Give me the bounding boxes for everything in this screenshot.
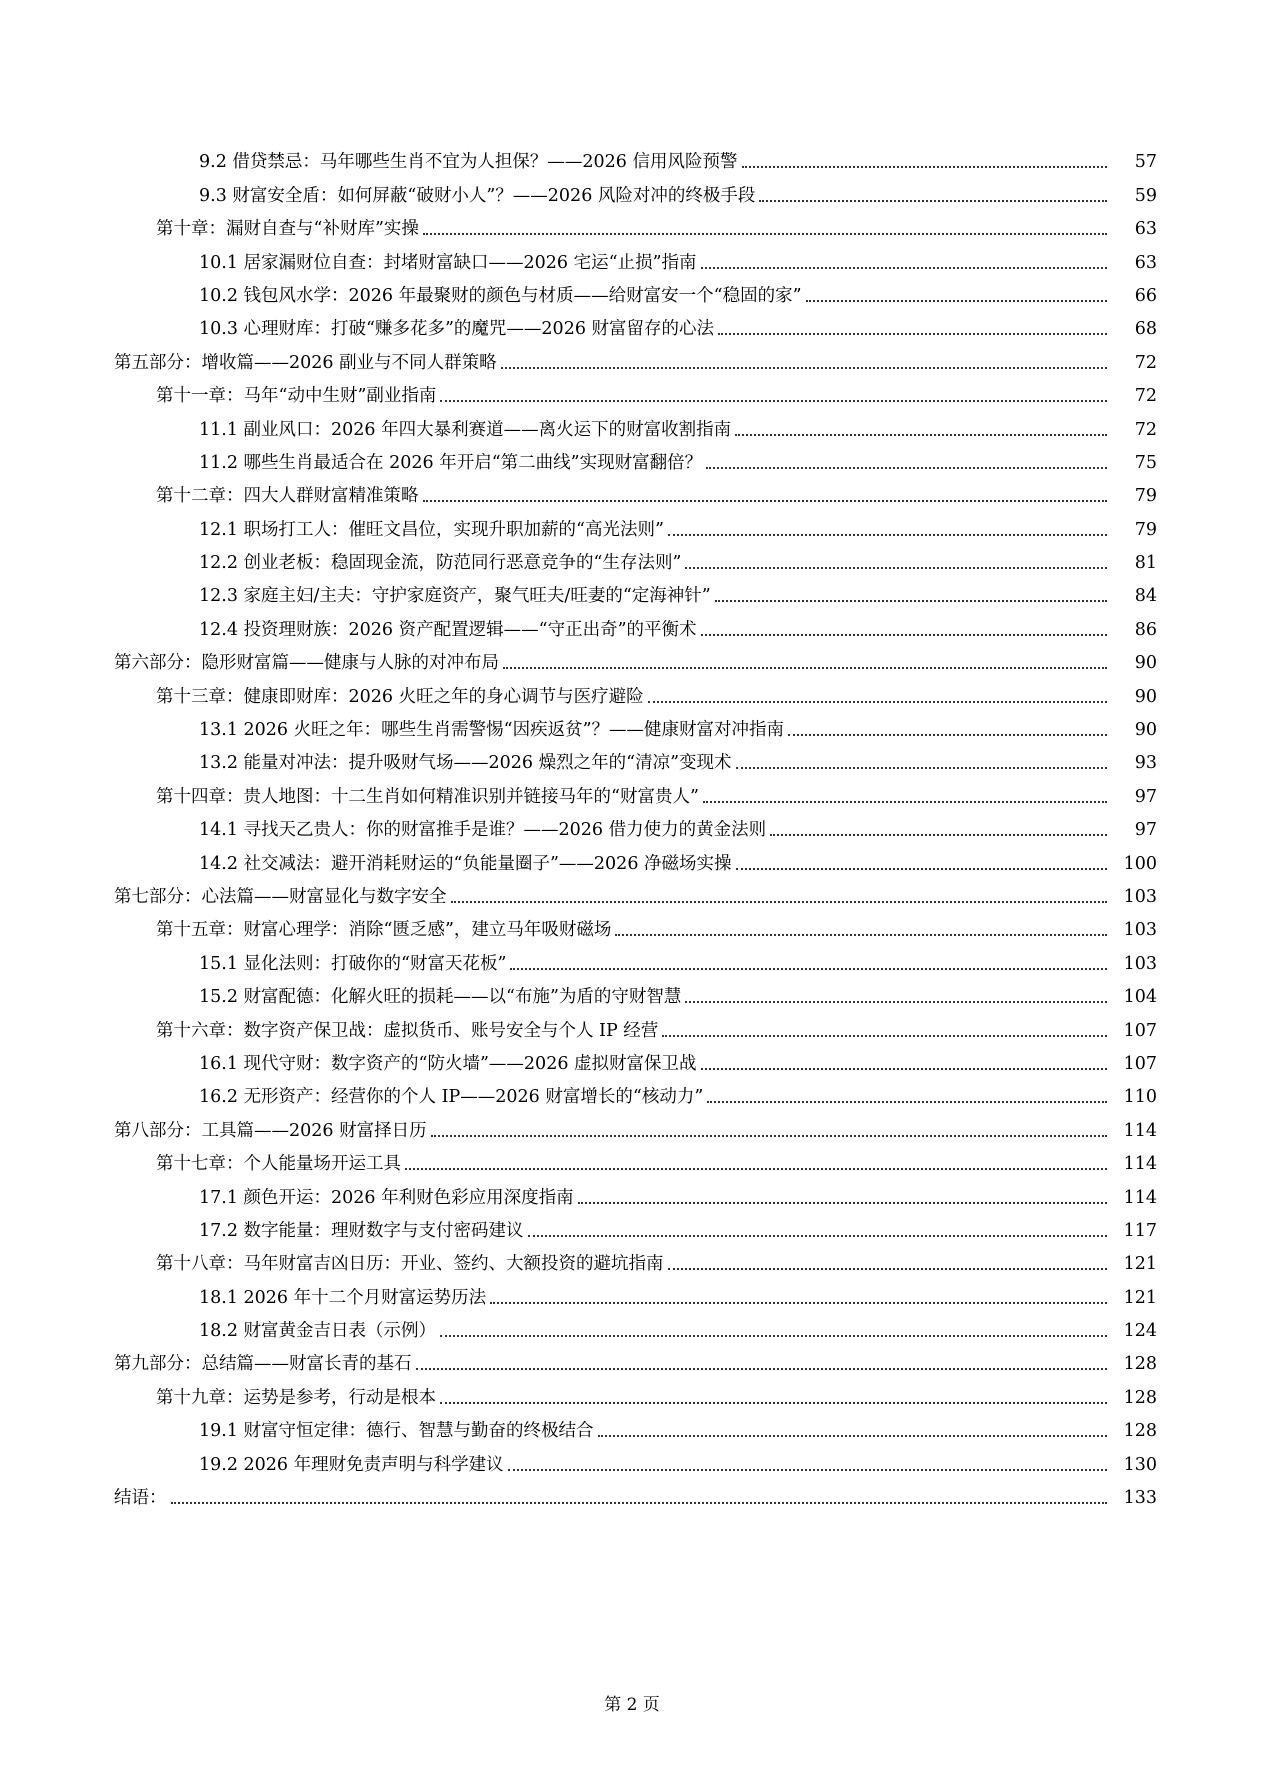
toc-entry-chapter[interactable] <box>0 1148 1264 1181</box>
toc-entry-section[interactable] <box>0 714 1264 747</box>
toc-entry-title: 13.1 2026 火旺之年：哪些生肖需警惕“因疾返贫”？——健康财富对冲指南 <box>199 720 785 741</box>
toc-entry-chapter[interactable] <box>0 780 1264 813</box>
toc-entry-chapter[interactable] <box>0 480 1264 513</box>
toc-entry-page-number: 86 <box>1134 619 1157 640</box>
toc-dot-leader <box>171 1501 1108 1504</box>
toc-entry-page-number: 79 <box>1134 486 1157 507</box>
toc-entry-page-number: 124 <box>1123 1321 1157 1342</box>
toc-entry-title: 13.2 能量对冲法：提升吸财气场——2026 燥烈之年的“清凉”变现术 <box>199 753 732 774</box>
toc-entry-page-number: 114 <box>1123 1154 1157 1175</box>
toc-entry-page-number: 107 <box>1123 1020 1157 1041</box>
table-of-contents <box>0 146 1264 1515</box>
toc-dot-leader <box>440 1334 1107 1337</box>
toc-dot-leader <box>715 599 1107 602</box>
toc-dot-leader <box>685 566 1107 569</box>
toc-entry-page-number: 72 <box>1134 419 1157 440</box>
toc-dot-leader <box>770 833 1107 836</box>
toc-entry-part[interactable] <box>0 1114 1264 1147</box>
toc-dot-leader <box>701 1067 1107 1070</box>
toc-entry-chapter[interactable] <box>0 1248 1264 1281</box>
toc-dot-leader <box>528 1234 1107 1237</box>
toc-dot-leader <box>759 199 1107 202</box>
toc-entry-page-number: 97 <box>1134 786 1157 807</box>
toc-entry-title: 11.1 副业风口：2026 年四大暴利赛道——离火运下的财富收割指南 <box>199 419 732 440</box>
toc-dot-leader <box>490 1301 1107 1304</box>
toc-entry-page-number: 103 <box>1123 920 1157 941</box>
toc-entry-title: 第十二章：四大人群财富精准策略 <box>156 486 419 507</box>
toc-dot-leader <box>706 466 1107 469</box>
toc-entry-section[interactable] <box>0 613 1264 646</box>
toc-entry-section[interactable] <box>0 947 1264 980</box>
toc-entry-title: 14.1 寻找天乙贵人：你的财富推手是谁？——2026 借力使力的黄金法则 <box>199 820 767 841</box>
toc-entry-page-number: 104 <box>1123 987 1157 1008</box>
toc-entry-title: 第七部分：心法篇——财富显化与数字安全 <box>114 886 447 907</box>
toc-entry-title: 12.3 家庭主妇/主夫：守护家庭资产，聚气旺夫/旺妻的“定海神针” <box>199 586 711 607</box>
toc-dot-leader <box>736 766 1107 769</box>
toc-dot-leader <box>788 733 1107 736</box>
toc-entry-page-number: 114 <box>1123 1120 1157 1141</box>
toc-dot-leader <box>707 1100 1107 1103</box>
toc-dot-leader <box>423 499 1108 502</box>
toc-dot-leader <box>416 1367 1108 1370</box>
toc-entry-page-number: 72 <box>1134 352 1157 373</box>
toc-entry-page-number: 63 <box>1134 252 1157 273</box>
toc-entry-section[interactable] <box>0 814 1264 847</box>
toc-entry-title: 15.2 财富配德：化解火旺的损耗——以“布施”为盾的守财智慧 <box>199 987 682 1008</box>
toc-entry-title: 9.3 财富安全盾：如何屏蔽“破财小人”？——2026 风险对冲的终极手段 <box>199 185 756 206</box>
toc-entry-page-number: 107 <box>1123 1053 1157 1074</box>
toc-entry-section[interactable] <box>0 1181 1264 1214</box>
toc-entry-chapter[interactable] <box>0 1014 1264 1047</box>
toc-entry-part[interactable] <box>0 1482 1264 1515</box>
toc-entry-page-number: 79 <box>1134 519 1157 540</box>
toc-entry-title: 第十三章：健康即财库：2026 火旺之年的身心调节与医疗避险 <box>156 686 644 707</box>
toc-entry-page-number: 93 <box>1134 753 1157 774</box>
toc-dot-leader <box>735 433 1107 436</box>
page-number-footer: 第 2 页 <box>604 1695 660 1715</box>
toc-dot-leader <box>510 967 1107 970</box>
toc-dot-leader <box>451 900 1108 903</box>
toc-entry-section[interactable] <box>0 313 1264 346</box>
toc-entry-title: 9.2 借贷禁忌：马年哪些生肖不宜为人担保？——2026 信用风险预警 <box>199 152 738 173</box>
toc-dot-leader <box>701 633 1107 636</box>
toc-entry-page-number: 90 <box>1134 720 1157 741</box>
toc-entry-title: 12.2 创业老板：稳固现金流，防范同行恶意竞争的“生存法则” <box>199 553 682 574</box>
toc-dot-leader <box>405 1167 1107 1170</box>
toc-entry-page-number: 121 <box>1123 1254 1157 1275</box>
toc-entry-page-number: 59 <box>1134 185 1157 206</box>
toc-dot-leader <box>736 867 1107 870</box>
toc-entry-page-number: 81 <box>1134 553 1157 574</box>
toc-dot-leader <box>668 533 1107 536</box>
toc-entry-page-number: 68 <box>1134 319 1157 340</box>
toc-entry-page-number: 66 <box>1134 285 1157 306</box>
toc-entry-section[interactable] <box>0 847 1264 880</box>
toc-dot-leader <box>703 800 1107 803</box>
toc-entry-chapter[interactable] <box>0 1381 1264 1414</box>
toc-entry-page-number: 128 <box>1123 1354 1157 1375</box>
toc-dot-leader <box>578 1201 1107 1204</box>
toc-dot-leader <box>431 1134 1107 1137</box>
toc-entry-page-number: 114 <box>1123 1187 1157 1208</box>
toc-entry-title: 12.4 投资理财族：2026 资产配置逻辑——“守正出奇”的平衡术 <box>199 619 697 640</box>
toc-entry-title: 第十六章：数字资产保卫战：虚拟货币、账号安全与个人 IP 经营 <box>156 1020 659 1041</box>
toc-entry-page-number: 57 <box>1134 152 1157 173</box>
toc-entry-title: 16.2 无形资产：经营你的个人 IP——2026 财富增长的“核动力” <box>199 1087 704 1108</box>
toc-entry-title: 10.2 钱包风水学：2026 年最聚财的颜色与材质——给财富安一个“稳固的家” <box>199 285 802 306</box>
toc-entry-title: 结语： <box>114 1488 167 1509</box>
toc-dot-leader <box>668 1267 1108 1270</box>
toc-entry-title: 10.3 心理财库：打破“赚多花多”的魔咒——2026 财富留存的心法 <box>199 319 715 340</box>
toc-dot-leader <box>742 165 1108 168</box>
toc-entry-title: 第五部分：增收篇——2026 副业与不同人群策略 <box>114 352 497 373</box>
toc-entry-page-number: 110 <box>1123 1087 1157 1108</box>
toc-entry-title: 第十七章：个人能量场开运工具 <box>156 1154 401 1175</box>
toc-entry-title: 11.2 哪些生肖最适合在 2026 年开启“第二曲线”实现财富翻倍？ <box>199 452 703 473</box>
toc-entry-title: 第八部分：工具篇——2026 财富择日历 <box>114 1120 427 1141</box>
toc-entry-section[interactable] <box>0 513 1264 546</box>
toc-dot-leader <box>806 299 1107 302</box>
toc-entry-section[interactable] <box>0 747 1264 780</box>
toc-entry-title: 第十九章：运势是参考，行动是根本 <box>156 1387 436 1408</box>
toc-entry-title: 第十一章：马年“动中生财”副业指南 <box>156 386 437 407</box>
toc-dot-leader <box>648 700 1107 703</box>
toc-entry-page-number: 75 <box>1134 452 1157 473</box>
toc-entry-section[interactable] <box>0 981 1264 1014</box>
toc-entry-chapter[interactable] <box>0 380 1264 413</box>
toc-dot-leader <box>685 1000 1107 1003</box>
toc-dot-leader <box>440 1401 1107 1404</box>
toc-dot-leader <box>701 266 1107 269</box>
toc-entry-page-number: 133 <box>1123 1488 1157 1509</box>
toc-entry-title: 19.1 财富守恒定律：德行、智慧与勤奋的终极结合 <box>199 1421 594 1442</box>
toc-entry-section[interactable] <box>0 146 1264 179</box>
toc-entry-page-number: 128 <box>1123 1387 1157 1408</box>
toc-dot-leader <box>615 933 1107 936</box>
toc-dot-leader <box>440 399 1107 402</box>
toc-entry-title: 第十八章：马年财富吉凶日历：开业、签约、大额投资的避坑指南 <box>156 1254 664 1275</box>
toc-entry-section[interactable] <box>0 280 1264 313</box>
toc-dot-leader <box>503 666 1107 669</box>
toc-entry-section[interactable] <box>0 547 1264 580</box>
toc-entry-section[interactable] <box>0 1081 1264 1114</box>
toc-entry-page-number: 84 <box>1134 586 1157 607</box>
toc-entry-title: 17.2 数字能量：理财数字与支付密码建议 <box>199 1220 524 1241</box>
toc-entry-section[interactable] <box>0 447 1264 480</box>
toc-entry-section[interactable] <box>0 246 1264 279</box>
toc-entry-page-number: 90 <box>1134 686 1157 707</box>
toc-entry-part[interactable] <box>0 1348 1264 1381</box>
toc-entry-page-number: 97 <box>1134 820 1157 841</box>
toc-entry-part[interactable] <box>0 881 1264 914</box>
toc-entry-title: 14.2 社交减法：避开消耗财运的“负能量圈子”——2026 净磁场实操 <box>199 853 732 874</box>
toc-entry-page-number: 103 <box>1123 953 1157 974</box>
toc-entry-section[interactable] <box>0 1215 1264 1248</box>
toc-entry-title: 19.2 2026 年理财免责声明与科学建议 <box>199 1454 504 1475</box>
toc-entry-section[interactable] <box>0 1315 1264 1348</box>
toc-entry-page-number: 90 <box>1134 653 1157 674</box>
toc-entry-page-number: 121 <box>1123 1287 1157 1308</box>
toc-entry-title: 第六部分：隐形财富篇——健康与人脉的对冲布局 <box>114 653 499 674</box>
toc-entry-page-number: 130 <box>1123 1454 1157 1475</box>
toc-entry-chapter[interactable] <box>0 213 1264 246</box>
toc-entry-page-number: 63 <box>1134 219 1157 240</box>
toc-entry-page-number: 100 <box>1123 853 1157 874</box>
toc-entry-title: 第十章：漏财自查与“补财库”实操 <box>156 219 419 240</box>
toc-dot-leader <box>423 232 1107 235</box>
toc-dot-leader <box>501 366 1107 369</box>
toc-dot-leader <box>508 1468 1107 1471</box>
toc-entry-part[interactable] <box>0 346 1264 379</box>
toc-entry-title: 10.1 居家漏财位自查：封堵财富缺口——2026 宅运“止损”指南 <box>199 252 697 273</box>
toc-entry-title: 15.1 显化法则：打破你的“财富天花板” <box>199 953 507 974</box>
toc-entry-part[interactable] <box>0 647 1264 680</box>
toc-dot-leader <box>598 1434 1107 1437</box>
toc-entry-title: 12.1 职场打工人：催旺文昌位，实现升职加薪的“高光法则” <box>199 519 664 540</box>
toc-entry-title: 16.1 现代守财：数字资产的“防火墙”——2026 虚拟财富保卫战 <box>199 1053 697 1074</box>
toc-entry-title: 第十五章：财富心理学：消除“匮乏感”，建立马年吸财磁场 <box>156 920 612 941</box>
toc-entry-section[interactable] <box>0 1281 1264 1314</box>
toc-entry-section[interactable] <box>0 179 1264 212</box>
toc-entry-section[interactable] <box>0 1448 1264 1481</box>
toc-dot-leader <box>718 332 1107 335</box>
toc-entry-section[interactable] <box>0 580 1264 613</box>
toc-entry-title: 第九部分：总结篇——财富长青的基石 <box>114 1354 412 1375</box>
toc-entry-title: 18.1 2026 年十二个月财富运势历法 <box>199 1287 487 1308</box>
toc-entry-title: 18.2 财富黄金吉日表（示例） <box>199 1321 437 1342</box>
toc-entry-page-number: 72 <box>1134 386 1157 407</box>
toc-entry-title: 17.1 颜色开运：2026 年利财色彩应用深度指南 <box>199 1187 574 1208</box>
toc-entry-section[interactable] <box>0 413 1264 446</box>
toc-entry-page-number: 128 <box>1123 1421 1157 1442</box>
toc-dot-leader <box>662 1034 1107 1037</box>
toc-entry-title: 第十四章：贵人地图：十二生肖如何精准识别并链接马年的“财富贵人” <box>156 786 699 807</box>
toc-entry-chapter[interactable] <box>0 914 1264 947</box>
toc-entry-page-number: 103 <box>1123 886 1157 907</box>
toc-entry-chapter[interactable] <box>0 680 1264 713</box>
toc-entry-section[interactable] <box>0 1048 1264 1081</box>
toc-entry-section[interactable] <box>0 1415 1264 1448</box>
toc-entry-page-number: 117 <box>1123 1220 1157 1241</box>
